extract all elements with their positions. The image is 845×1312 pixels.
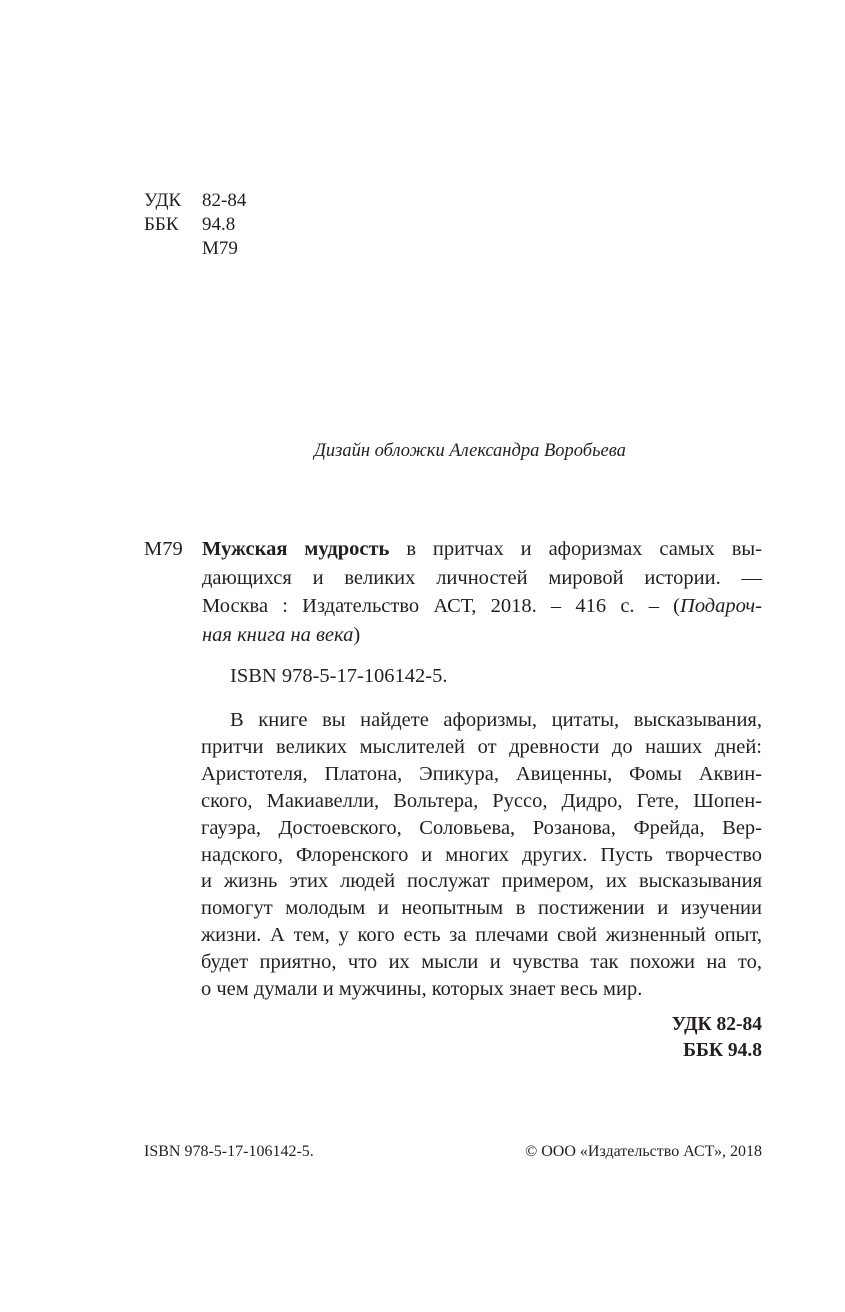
annotation-line: жизни. А тем, у кого есть за плечами свой жизненный опыт, [201, 924, 762, 947]
classification-codes-bottom [672, 1012, 762, 1064]
udk-label: УДК [144, 190, 182, 211]
author-mark-row [144, 237, 246, 261]
annotation-line: будет приятно, что их мысли и чувства так похожи на то, [201, 951, 762, 974]
annotation-line: гауэра, Достоевского, Соловьева, Розанова, Фрейда, Вер- [201, 816, 762, 839]
biblio-line: Мужская мудрость в притчах и афоризмах самых вы- [202, 538, 762, 560]
biblio-line: ная книга на века) [202, 623, 361, 646]
footer-isbn: ISBN 978-5-17-106142-5. [144, 1143, 314, 1160]
author-mark: М79 [202, 238, 238, 259]
annotation-line: и жизнь этих людей послужат примером, их высказывания [201, 870, 762, 893]
isbn: ISBN 978-5-17-106142-5. [230, 665, 448, 687]
footer-copyright: © ООО «Издательство АСТ», 2018 [525, 1143, 762, 1160]
book-title: Мужская мудрость [202, 538, 390, 560]
biblio-text [202, 535, 762, 649]
bbk-row [144, 213, 246, 237]
bbk-code-bottom: ББК 94.8 [683, 1040, 762, 1061]
annotation [201, 707, 762, 1003]
biblio-line: дающихся и великих личностей мировой истории. — [202, 566, 762, 589]
series-name: Подароч- [680, 595, 762, 617]
classification-codes [144, 189, 246, 261]
cover-design-credit: Дизайн обложки Александра Воробьева [314, 441, 626, 461]
annotation-line: ского, Макиавелли, Вольтера, Руссо, Дидро, Гете, Шопен- [201, 789, 762, 812]
bbk-label: ББК [144, 214, 179, 235]
annotation-line: Аристотеля, Платона, Эпикура, Авиценны, Фомы Аквин- [201, 762, 762, 785]
udk-row [144, 189, 246, 213]
udk-code-bottom: УДК 82-84 [671, 1014, 762, 1035]
biblio-line: Москва : Издательство АСТ, 2018. – 416 с. – (Подароч- [202, 595, 762, 617]
series-name-cont: ная книга на века [202, 623, 354, 646]
annotation-line: притчи великих мыслителей от древности до наших дней: [201, 735, 762, 758]
biblio-author-mark: М79 [144, 538, 183, 560]
annotation-line: о чем думали и мужчины, которых знает весь мир. [201, 978, 643, 1001]
annotation-line: надского, Флоренского и многих других. Пусть творчество [201, 843, 762, 866]
annotation-line: помогут молодым и неопытным в постижении и изучении [201, 897, 762, 920]
udk-value: 82-84 [202, 190, 247, 211]
bibliographic-record [144, 535, 762, 649]
annotation-line: В книге вы найдете афоризмы, цитаты, высказывания, [230, 709, 762, 731]
bbk-value: 94.8 [202, 214, 236, 235]
